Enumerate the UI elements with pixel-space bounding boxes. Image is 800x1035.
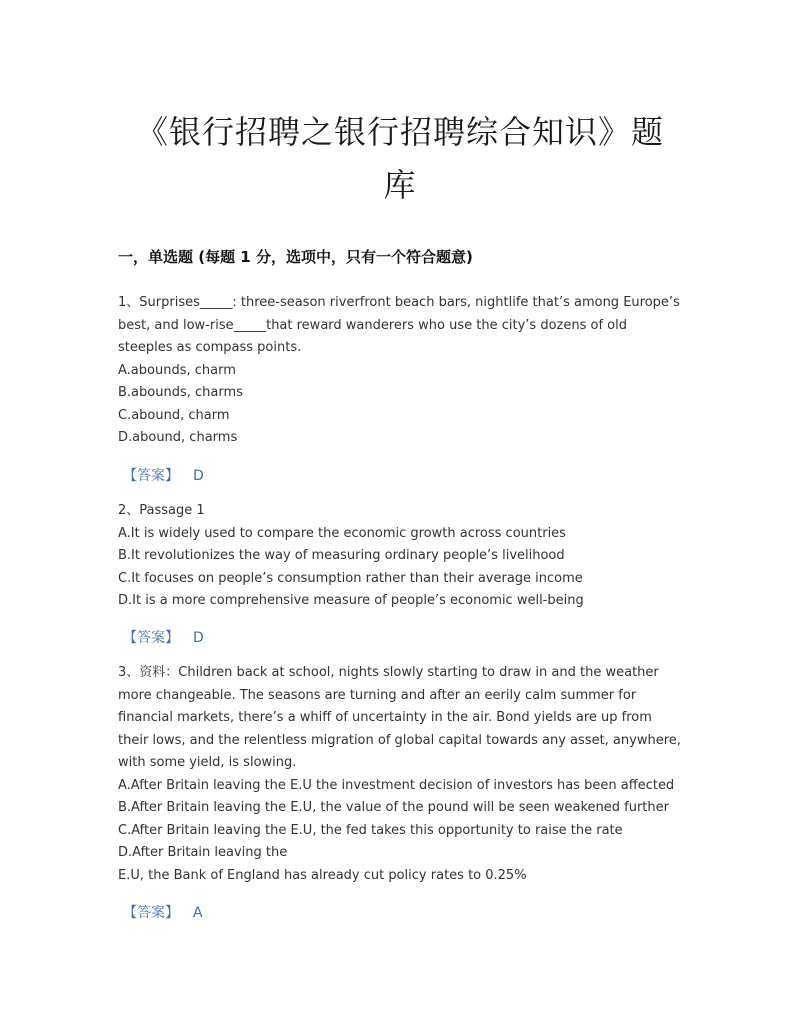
question-stem: 3、资料：Children back at school, nights slowly starting to draw in and the weather more changeable. The seasons are turning and after an eerily calm summer for financial markets, there’s a whiff of uncertainty in the air. Bond yields are up from their lows, and the relentless migration of global capital towards any asset, anywhere, with some yield, is slowing.: [118, 665, 681, 770]
answer-3: [123, 902, 203, 922]
answer-value: D: [193, 468, 204, 484]
question-3: [118, 662, 683, 887]
title-line-2: 库: [383, 166, 417, 204]
question-1: [118, 292, 683, 450]
option-c: C.abound, charm: [118, 407, 230, 423]
title-line-1: 《银行招聘之银行招聘综合知识》题: [135, 113, 664, 151]
option-c: C.It focuses on people’s consumption rather than their average income: [118, 570, 583, 586]
question-2: [118, 500, 683, 613]
option-a: A.It is widely used to compare the economic growth across countries: [118, 525, 566, 541]
question-stem: 1、Surprises_____: three-season riverfront beach bars, nightlife that’s among Europe’s best, and low-rise_____that reward wanderers who use the city’s dozens of old steeples as compass points.: [118, 295, 680, 355]
option-d: D.After Britain leaving the: [118, 845, 288, 860]
option-a: A.abounds, charm: [118, 362, 236, 378]
answer-value: A: [193, 905, 203, 921]
answer-1: [123, 465, 204, 485]
answer-label: 【答案】: [123, 905, 179, 921]
option-a: A.After Britain leaving the E.U the investment decision of investors has been affected: [118, 777, 675, 793]
answer-label: 【答案】: [123, 468, 179, 484]
option-b: B.It revolutionizes the way of measuring ordinary people’s livelihood: [118, 548, 565, 563]
option-c: C.After Britain leaving the E.U, the fed takes this opportunity to raise the rate: [118, 822, 623, 838]
option-d: D.It is a more comprehensive measure of people’s economic well-being: [118, 593, 584, 608]
document-title: [90, 106, 710, 212]
option-b: B.After Britain leaving the E.U, the value of the pound will be seen weakened further: [118, 800, 669, 815]
answer-label: 【答案】: [123, 630, 179, 646]
option-d: D.abound, charms: [118, 430, 238, 445]
option-b: B.abounds, charms: [118, 385, 243, 400]
question-stem: 2、Passage 1: [118, 503, 205, 518]
answer-2: [123, 627, 204, 647]
section-heading: 一，单选题 (每题 1 分，选项中，只有一个符合题意): [118, 248, 473, 266]
answer-value: D: [193, 630, 204, 646]
option-d-continued: E.U, the Bank of England has already cut policy rates to 0.25%: [118, 867, 527, 883]
